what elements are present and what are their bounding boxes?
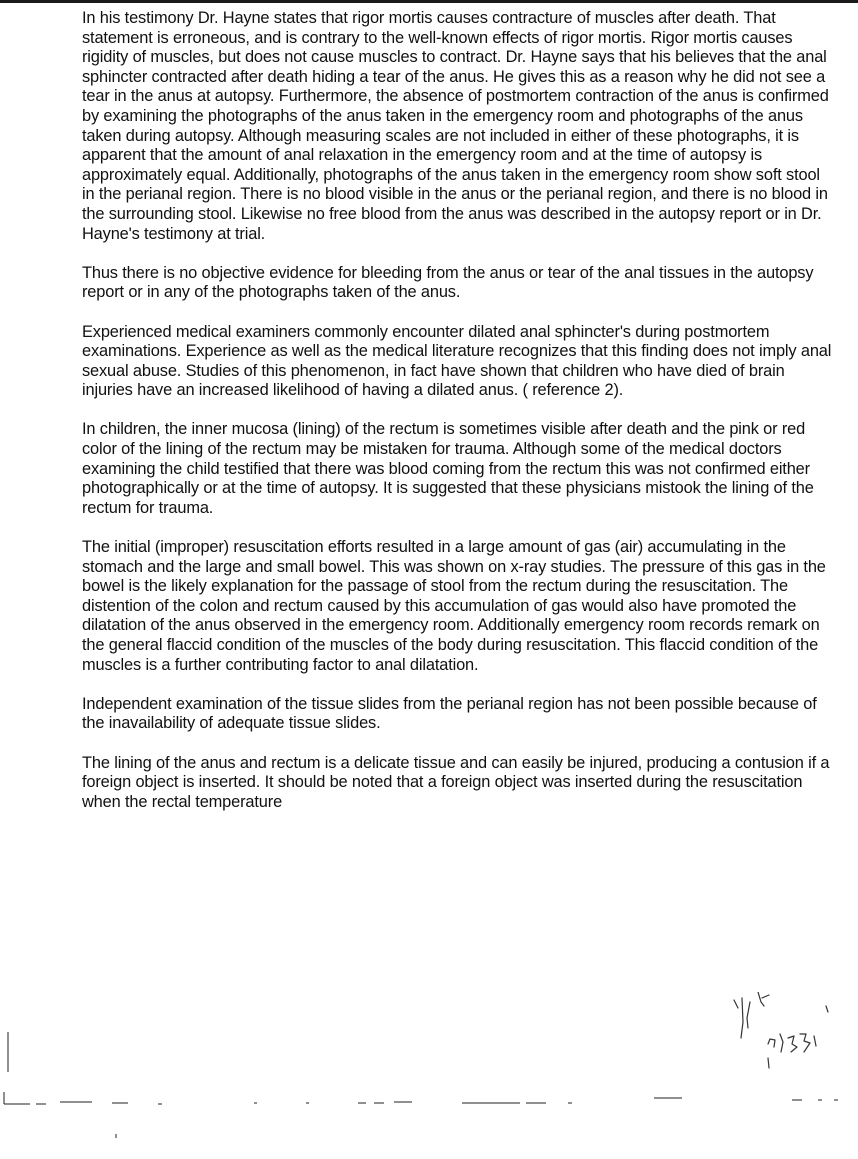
- paragraph-rigor-mortis: In his testimony Dr. Hayne states that rigor mortis causes contracture of muscles after death. That statement is erroneous, and is contrary to the well-known effects of rigor mortis. Rigor mortis causes rigidity of muscles, but does not cause muscles to contract. Dr. Hayne says that his believes that the anal sphincter contracted after death hiding a tear of the anus. He gives this as a reason why he did not see a tear in the anus at autopsy. Furthermore, the absence of postmortem contraction of the anus is confirmed by examining the photographs of the anus taken in the emergency room and photographs of the anus taken during autopsy. Although measuring scales are not included in either of these photographs, it is apparent that the amount of anal relaxation in the emergency room and at the time of autopsy is approximately equal. Additionally, photographs of the anus taken in the emergency room show soft stool in the perianal region. There is no blood visible in the anus or the perianal region, and there is no blood in the surrounding stool. Likewise no free blood from the anus was described in the autopsy report or in Dr. Hayne's testimony at trial.: [82, 9, 829, 243]
- document-body: [82, 9, 832, 832]
- scan-top-edge: [0, 0, 858, 3]
- scan-edge-artifacts: [0, 1030, 858, 1159]
- paragraph-no-objective-evidence: Thus there is no objective evidence for bleeding from the anus or tear of the anal tissues in the autopsy report or in any of the photographs taken of the anus.: [82, 263, 814, 302]
- paragraph-rectal-mucosa: In children, the inner mucosa (lining) of the rectum is sometimes visible after death and the pink or red color of the lining of the rectum may be mistaken for trauma. Although some of the medical doctors examining the child testified that there was blood coming from the rectum this was not confirmed either photographically or at the time of autopsy. It is suggested that these physicians mistook the lining of the rectum for trauma.: [82, 420, 814, 517]
- paragraph-foreign-object: The lining of the anus and rectum is a delicate tissue and can easily be injured, producing a contusion if a foreign object is inserted. It should be noted that a foreign object was inserted during the resuscitation when the rectal temperature: [82, 753, 830, 811]
- paragraph-resuscitation-gas: The initial (improper) resuscitation efforts resulted in a large amount of gas (air) accumulating in the stomach and the large and small bowel. This was shown on x-ray studies. The pressure of this gas in the bowel is the likely explanation for the passage of stool from the rectum during the resuscitation. The distention of the colon and rectum caused by this accumulation of gas would also have promoted the dilatation of the anus observed in the emergency room. Additionally emergency room records remark on the general flaccid condition of the muscles of the body during resuscitation. This flaccid condition of the muscles is a further contributing factor to anal dilatation.: [82, 538, 826, 674]
- paragraph-dilated-sphincter: Experienced medical examiners commonly encounter dilated anal sphincter's during postmortem examinations. Experience as well as the medical literature recognizes that this finding does not imply anal sexual abuse. Studies of this phenomenon, in fact have shown that children who have died of brain injuries have an increased likelihood of having a dilated anus. ( reference 2).: [82, 322, 832, 400]
- paragraph-tissue-slides: Independent examination of the tissue slides from the perianal region has not been possible because of the inavailability of adequate tissue slides.: [82, 694, 817, 733]
